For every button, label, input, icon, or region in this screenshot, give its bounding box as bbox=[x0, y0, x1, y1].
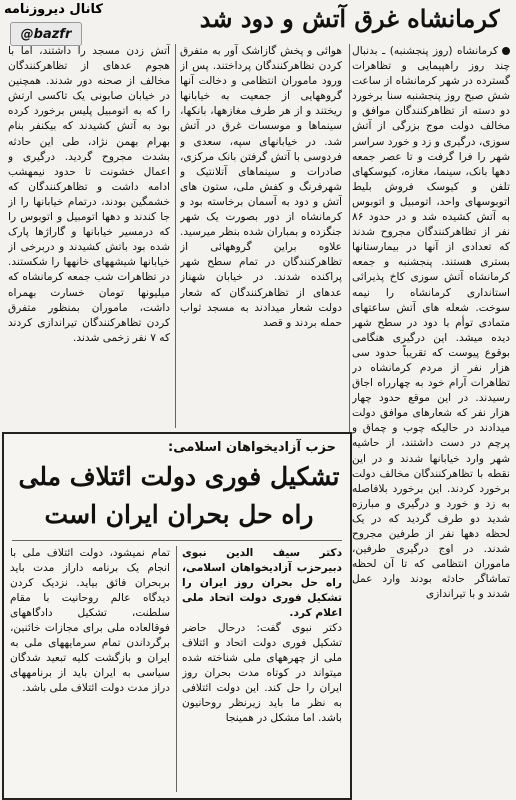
article-column-right bbox=[352, 44, 510, 796]
boxed-article-column-right-text: دکتر نبوی گفت: درحال حاضر تشکیل فوری دولت اتحاد و ائتلاف ملی از چهرههای ملی شناخته شده میتواند در کوتاه مدت بحران روز ایران را حل کند. این دولت ائتلافی به نظر ما باید زیرنظر روحانیون باشد. اما مشکل در همینجا bbox=[182, 622, 342, 724]
boxed-article-column-left bbox=[10, 546, 170, 792]
channel-handle-badge: @bazfr bbox=[10, 22, 82, 46]
boxed-article-byline: دکتر سیف الدین نبوی دبیرحزب آزادیخواهان اسلامی، راه حل بحران روز ایران را تشکیل فوری دولت اتحاد ملی اعلام کرد. bbox=[182, 547, 342, 619]
bullet-icon bbox=[502, 47, 510, 55]
article-column-left bbox=[8, 44, 170, 428]
boxed-article-kicker: حزب آزادیخواهان اسلامی: bbox=[168, 440, 336, 455]
boxed-article-divider bbox=[176, 546, 177, 792]
column-divider-left bbox=[175, 44, 176, 428]
channel-watermark: کانال دیروزنامه bbox=[4, 2, 103, 17]
article-column-right-text: کرمانشاه (روز پنجشنبه) ـ بدنبال چند روز راهپیمایی و تظاهرات گسترده در شهر کرمانشاه از ساعت شش صبح روز پنجشنبه سنا برخورد دو دسته از تظاهرکنندگان موافق و مخالف دولت موج بزرگی از آتش سوزی، درگیری و زد و خورد سراسر شهر را فرا گرفت و تا عصر جمعه دهها بانک، سینما، مغازه، کیوسکهای تلفن و کیوسک فروش بلیط اتوبوسهای واحد، اتومبیل و اتوبوس به آتش کشیده شد و در حدود ۸۶ نفر از تظاهرکنندگان مجروح شدند که تعدادی از آنها در بیمارستانها بستری هستند. پنجشنبه و جمعه کرمانشاه آتش سوزی کاخ پذیرائی استانداری کرمانشاه را نیمه سوخت. شعله های آتش ساعتهای متمادی توأم با دود در سطح شهر دیده میشد. این درگیری هنگامی بوقوع پیوست که تقریباً حدود سی هزار نفر از مردم کرمانشاه در تظاهرات آرام خود به چهارراه اجاق رسیدند. در این موقع حدود چهار هزار نفر که شعارهای موافق دولت میدادند در حالیکه چوب و چماق و پرچم در دست داشتند، از حاشیه شهر وارد خیابانها شدند و در این نقطه با تظاهرکنندگان مخالف دولت برخورد کردند. این برخورد بلافاصله به زد و خورد و درگیری و مبارزه شدید دو طرف گردید که در یک لحظه دهها نفر از طرفین مجروح شدند. در اوج درگیری طرفین، ماموران انتظامی که تا آن لحظه تماشاگر حادثه بودند وارد عمل شدند و با تیراندازی bbox=[352, 45, 510, 601]
boxed-article-column-right bbox=[182, 546, 342, 792]
boxed-article-rule bbox=[12, 540, 342, 541]
article-column-left-text: آتش زدن مسجد را داشتند، اما با هجوم عدهای از تظاهرکنندگان مخالف از صحنه دور شدند. همچنین در خیابان صابونی یک تاکسی ارتش را که به اتومبیل پلیس برخورد کرده بود به آتش کشیدند که بیکنفر بنام بهرام بهمن نژاد، طی این حادثه بشدت مجروح گردید. درگیری و اعمال خشونت تا حدود نیمهشب ادامه داشت و تظاهرکنندگان که خشمگین بودند، درتمام خیابانها را از جا کندند و دهها اتومبیل و اتوبوس را که درمسیر خیابانها و گاراژها پارک شده بود باتش کشیدند و دربرخی از خیابانها شیشههای خانهها را شکستند. در تظاهرات شب جمعه کرمانشاه که میلیونها تومان خسارت بهمراه داشت، ماموران بمنظور متفرق کردن تظاهرکنندگان تیراندازی کردند که ۷ نفر زخمی شدند. bbox=[8, 45, 170, 344]
article-column-middle-text: هوائی و پخش گازاشک آور به متفرق کردن تظاهرکنندگان پرداختند. پس از ورود ماموران انتظامی و دخالت آنها گروههایی از جمعیت به خیابانها ریختند و از هر طرف مغازهها، بانکها، سینماها و موسسات غرق در آتش شد. در خیابانهای سپه، سعدی و فردوسی با آتش گرفتن بانک مرکزی، صادرات و سینماهای آتلانتیک و شهرفرنگ و کفش ملی، ستون های آتش و دود به آسمان برخاسته بود و کرمانشاه از دور بصورت یک شهر جنگزده و بمباران شده بنظر میرسید. علاوه براین گروههائی از تظاهرکنندگان در تمام سطح شهر پراکنده شدند. در خیابان شهناز عدهای از تظاهرکنندگان که شعار دولت شعار میدادند به مسجد ثواب حمله بردند و قصد bbox=[180, 45, 342, 329]
article-column-middle bbox=[180, 44, 342, 428]
article-headline: کرمانشاه غرق آتش و دود شد bbox=[200, 4, 500, 33]
boxed-article bbox=[2, 432, 352, 800]
boxed-article-title: تشکیل فوری دولت ائتلاف ملی راه حل بحران ایران است bbox=[18, 462, 340, 529]
boxed-article-column-left-text: تمام نمیشود، دولت ائتلاف ملی با انجام یک برنامه داراز مدت باید بربحران فائق بیاید. نزدیک کردن دیدگاه عالم روحانیت با مقام سلطنت، تشکیل دادگاههای فوقالعاده ملی برای مجازات خائنین، برگرداندن تمام سرمایههای ملی به ایران و بازگشت کلیه تبعید شدگان سیاسی به ایران باید از برنامههای دراز مدت دولت ائتلاف ملی باشد. bbox=[10, 547, 170, 694]
